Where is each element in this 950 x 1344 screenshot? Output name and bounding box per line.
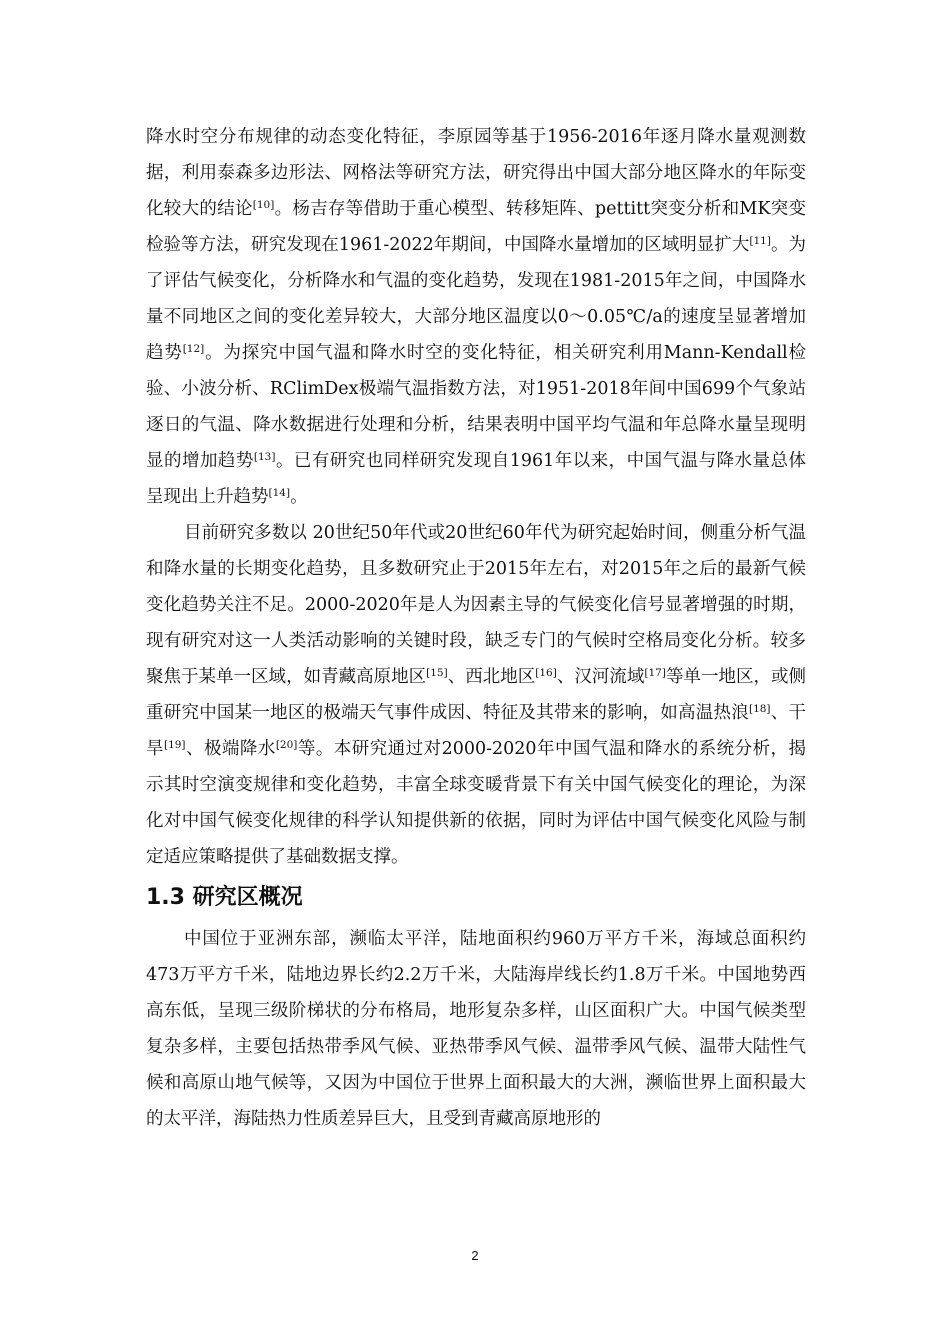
citation-ref: [13] (253, 451, 276, 463)
text-run: 、西北地区 (447, 667, 536, 687)
text-run: 等单一地区，或侧重研究中国某一地区的极端天气事件成因、特征及其带来的影响，如高温热浪 (146, 667, 807, 723)
citation-ref: [15] (426, 667, 448, 679)
citation-ref: [14] (268, 487, 291, 499)
paragraph-2 (146, 515, 806, 875)
section-heading: 1.3 研究区概况 (146, 885, 303, 910)
citation-ref: [18] (748, 703, 771, 715)
document-body (146, 119, 806, 1137)
text-run: 、汉河流域 (556, 667, 645, 687)
text-run: 、极端降水 (185, 739, 276, 759)
text-run: 、干旱 (146, 703, 806, 759)
text-run: 。 (290, 487, 308, 507)
text-run: 。杨吉存等借助于重心模型、转移矩阵、pettitt突变分析和MK突变检验等方法，研究发现在1961-2022年期间，中国降水量增加的区域明显扩大 (146, 199, 807, 255)
citation-ref: [19] (163, 739, 186, 751)
paragraph-1 (146, 119, 806, 515)
paragraph-3: 中国位于亚洲东部，濒临太平洋，陆地面积约960万平方千米，海域总面积约473万平方千米，陆地边界长约2.2万千米，大陆海岸线长约1.8万千米。中国地势西高东低，呈现三级阶梯状的分布格局，地形复杂多样，山区面积广大。中国气候类型复杂多样，主要包括热带季风气候、亚热带季风气候、温带季风气候、温带大陆性气候和高原山地气候等，又因为中国位于世界上面积最大的大洲，濒临世界上面积最大的太平洋，海陆热力性质差异巨大，且受到青藏高原地形的 (146, 929, 806, 1129)
text-run: 。为了评估气候变化，分析降水和气温的变化趋势，发现在1981-2015年之间，中国降水量不同地区之间的变化差异较大，大部分地区温度以0～0.05℃/a的速度呈显著增加趋势 (146, 235, 807, 363)
text-run: 。为探究中国气温和降水时空的变化特征，相关研究利用Mann-Kendall检验、小波分析、RClimDex极端气温指数方法，对1951-2018年间中国699个气象站逐日的气温、降水数据进行处理和分析，结果表明中国平均气温和年总降水量呈现明显的增加趋势 (146, 343, 806, 471)
text-run: 降水时空分布规律的动态变化特征，李原园等基于1956-2016年逐月降水量观测数据，利用泰森多边形法、网格法等研究方法，研究得出中国大部分地区降水的年际变化较大的结论 (146, 127, 806, 219)
text-run: 等。本研究通过对2000-2020年中国气温和降水的系统分析，揭示其时空演变规律和变化趋势，丰富全球变暖背景下有关中国气候变化的理论，为深化对中国气候变化规律的科学认知提供新的依据，同时为评估中国气候变化风险与制定适应策略提供了基础数据支撑。 (146, 739, 807, 867)
page-number: 2 (471, 1248, 479, 1263)
citation-ref: [11] (749, 235, 771, 247)
citation-ref: [17] (644, 667, 666, 679)
citation-ref: [16] (535, 667, 557, 679)
citation-ref: [20] (275, 739, 298, 751)
text-run: 目前研究多数以 20世纪50年代或20世纪60年代为研究起始时间，侧重分析气温和降水量的长期变化趋势，且多数研究止于2015年左右，对2015年之后的最新气候变化趋势关注不足。2000-2020年是人为因素主导的气候变化信号显著增强的时期，现有研究对这一人类活动影响的关键时段，缺乏专门的气候时空格局变化分析。较多聚焦于某单一区域，如青藏高原地区 (146, 523, 806, 687)
text-run: 。已有研究也同样研究发现自1961年以来，中国气温与降水量总体呈现出上升趋势 (146, 451, 807, 507)
citation-ref: [12] (182, 343, 205, 355)
citation-ref: [10] (252, 199, 275, 211)
